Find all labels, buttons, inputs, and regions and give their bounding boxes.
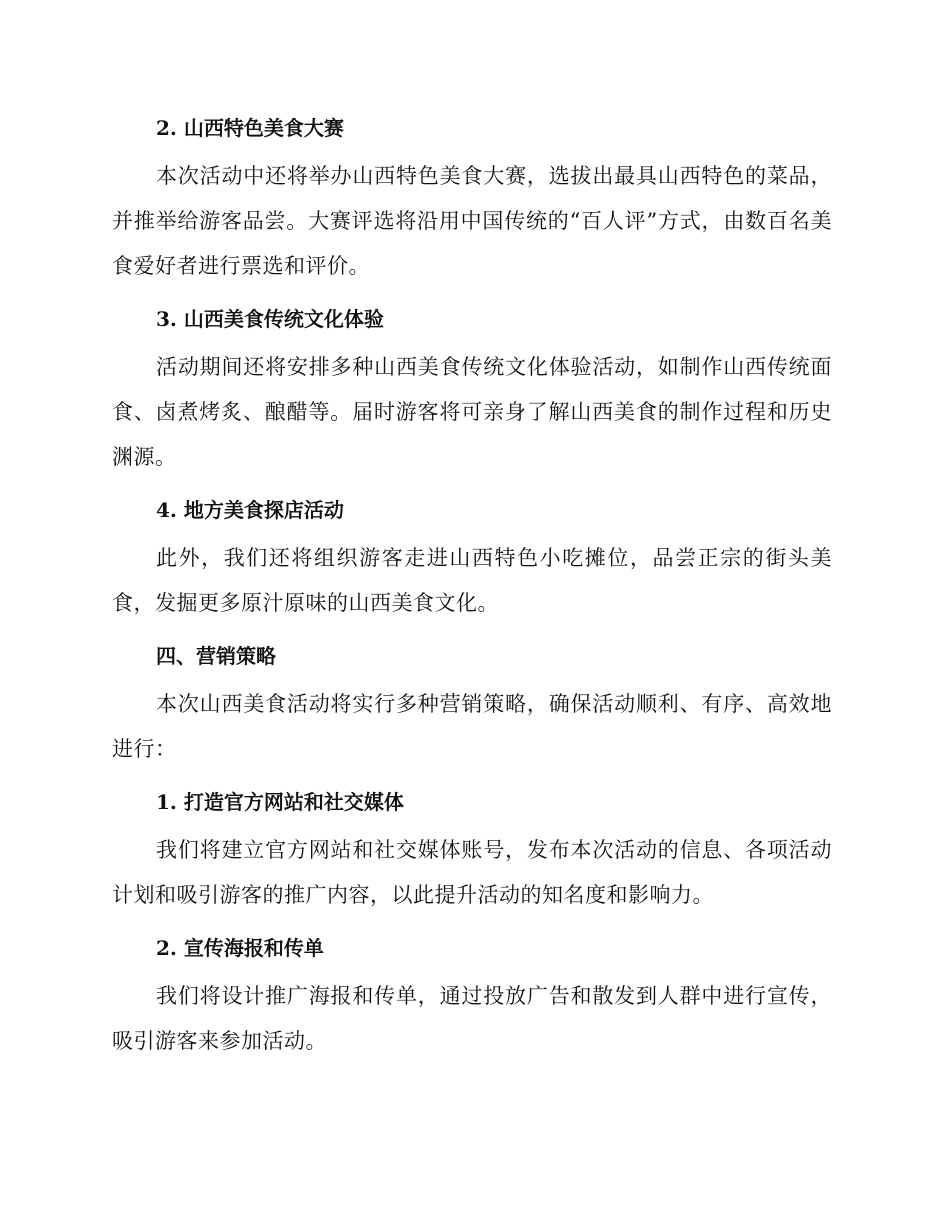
section-heading: 2. 宣传海报和传单 — [156, 936, 324, 960]
section-heading: 2. 山西特色美食大赛 — [156, 116, 344, 140]
section-marketing-strategy — [112, 636, 832, 782]
section-posters-flyers — [112, 928, 832, 1064]
section-paragraph: 本次山西美食活动将实行多种营销策略，确保活动顺利、有序、高效地进行： — [112, 692, 832, 761]
section-heading: 1. 打造官方网站和社交媒体 — [156, 790, 404, 814]
section-local-food-tour — [112, 490, 832, 636]
section-paragraph: 活动期间还将安排多种山西美食传统文化体验活动，如制作山西传统面食、卤煮烤炙、酿醋等。届时游客将可亲身了解山西美食的制作过程和历史渊源。 — [112, 355, 832, 469]
section-paragraph: 此外，我们还将组织游客走进山西特色小吃摊位，品尝正宗的街头美食，发掘更多原汁原味的山西美食文化。 — [112, 546, 832, 615]
section-official-website — [112, 782, 832, 928]
document-body — [112, 108, 832, 1064]
section-paragraph: 本次活动中还将举办山西特色美食大赛，选拔出最具山西特色的菜品，并推举给游客品尝。大赛评选将沿用中国传统的“百人评”方式，由数百名美食爱好者进行票选和评价。 — [112, 164, 832, 278]
section-heading: 4. 地方美食探店活动 — [156, 498, 344, 522]
section-paragraph: 我们将建立官方网站和社交媒体账号，发布本次活动的信息、各项活动计划和吸引游客的推广内容，以此提升活动的知名度和影响力。 — [112, 838, 832, 907]
section-heading: 四、营销策略 — [156, 644, 276, 668]
section-culture-experience — [112, 299, 832, 490]
section-paragraph: 我们将设计推广海报和传单，通过投放广告和散发到人群中进行宣传，吸引游客来参加活动。 — [112, 984, 832, 1053]
section-heading: 3. 山西美食传统文化体验 — [156, 307, 384, 331]
section-food-contest — [112, 108, 832, 299]
